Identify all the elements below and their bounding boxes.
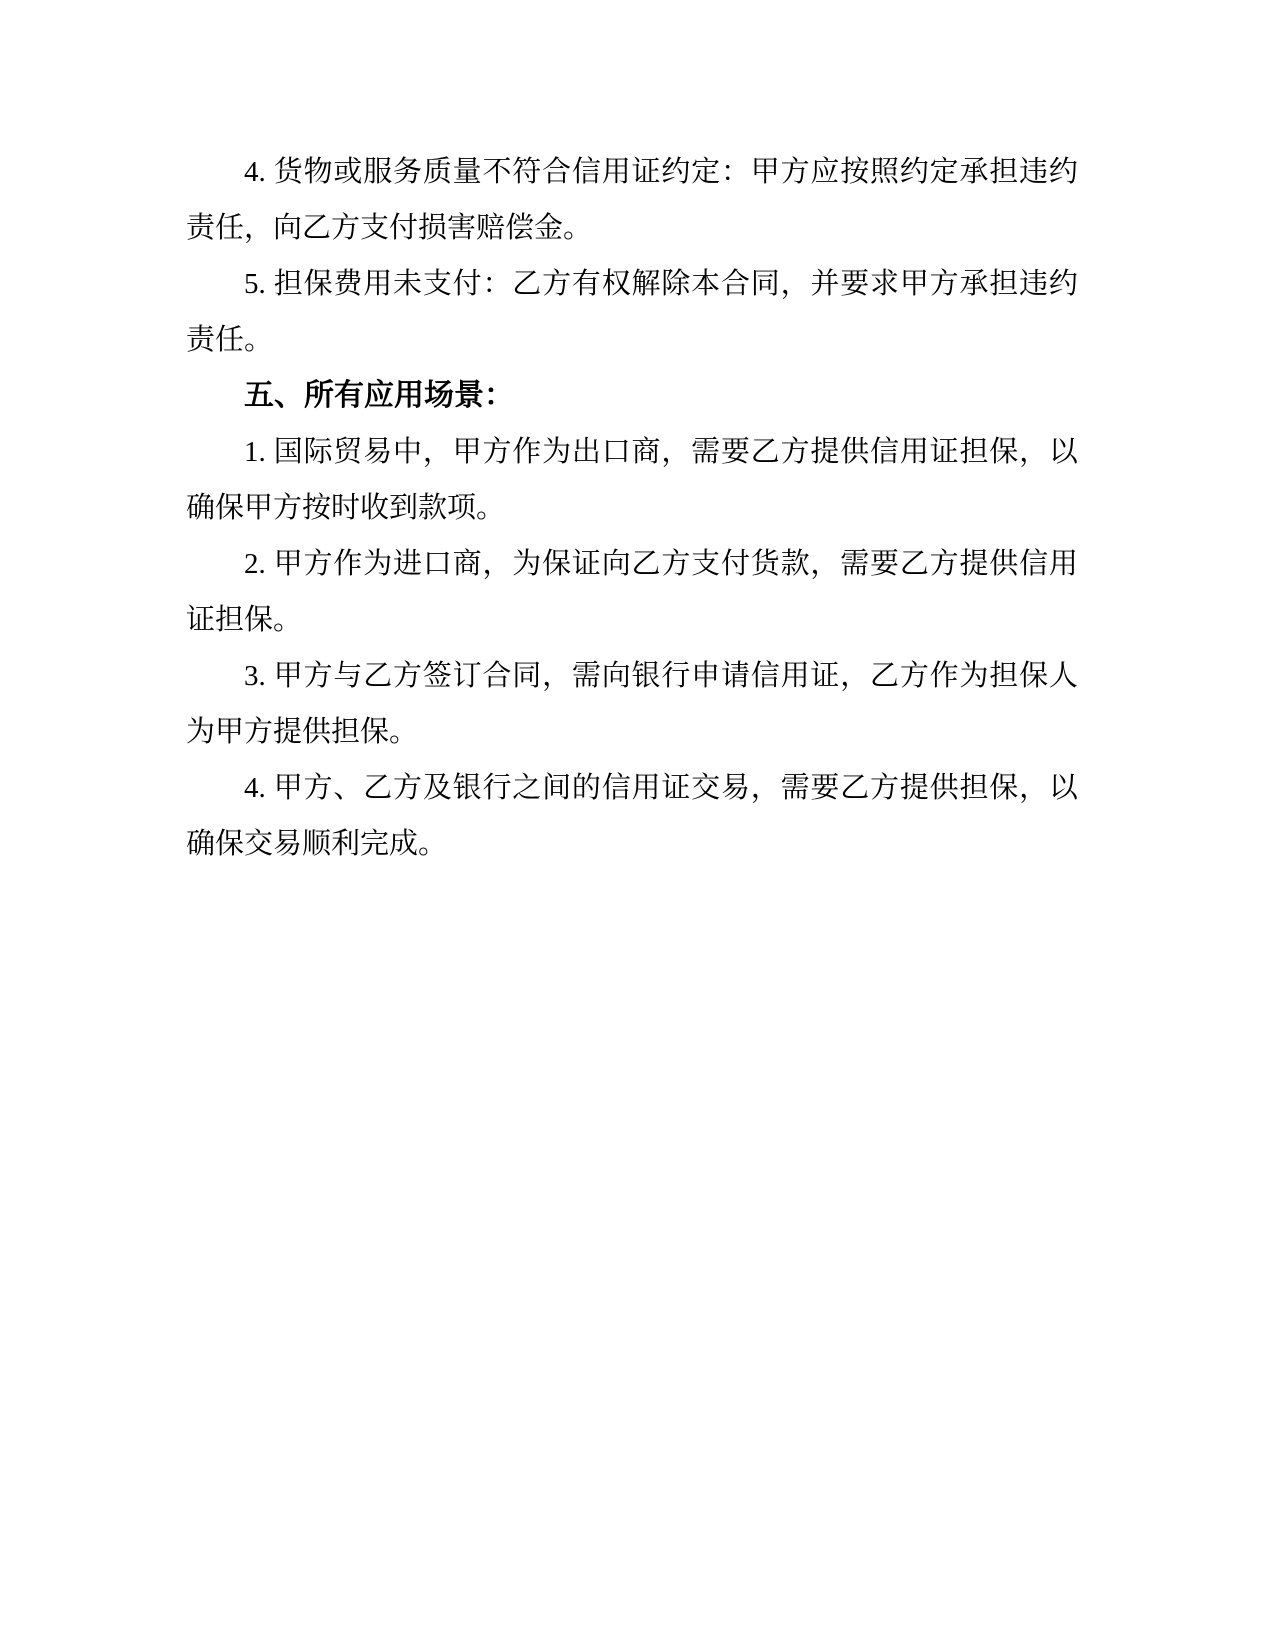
document-line: 为甲方提供担保。 <box>186 716 419 748</box>
document-line: 责任。 <box>186 324 274 356</box>
paragraph <box>186 424 1078 536</box>
paragraph <box>186 144 1078 256</box>
document-line: 证担保。 <box>186 604 303 636</box>
document-line: 1. 国 际 贸 易 中 ， 甲 方 作 为 出 口 商 ， 需 要 乙 方 提 供 信 用 证 担 保 ， 以 <box>244 436 1078 468</box>
section-heading <box>186 368 1078 424</box>
document-line: 确保甲方按时收到款项。 <box>186 492 506 524</box>
document-line: 确保交易顺利完成。 <box>186 828 448 860</box>
document-line: 4. 货 物 或 服 务 质 量 不 符 合 信 用 证 约 定 ： 甲 方 应 按 照 约 定 承 担 违 约 <box>244 156 1078 188</box>
document-line: 3. 甲 方 与 乙 方 签 订 合 同 ， 需 向 银 行 申 请 信 用 证 ， 乙 方 作 为 担 保 人 <box>244 660 1078 692</box>
document-line: 2. 甲 方 作 为 进 口 商 ， 为 保 证 向 乙 方 支 付 货 款 ， 需 要 乙 方 提 供 信 用 <box>244 548 1078 580</box>
paragraph <box>186 648 1078 760</box>
document-line: 4. 甲 方 、 乙 方 及 银 行 之 间 的 信 用 证 交 易 ， 需 要 乙 方 提 供 担 保 ， 以 <box>244 772 1078 804</box>
document-line: 责任，向乙方支付损害赔偿金。 <box>186 212 593 244</box>
paragraph <box>186 536 1078 648</box>
paragraph <box>186 760 1078 872</box>
document-line: 五、所有应用场景： <box>244 379 514 412</box>
document-line: 5. 担 保 费 用 未 支 付 ： 乙 方 有 权 解 除 本 合 同 ， 并 要 求 甲 方 承 担 违 约 <box>244 268 1078 300</box>
paragraph <box>186 256 1078 368</box>
text-block <box>186 144 1078 872</box>
